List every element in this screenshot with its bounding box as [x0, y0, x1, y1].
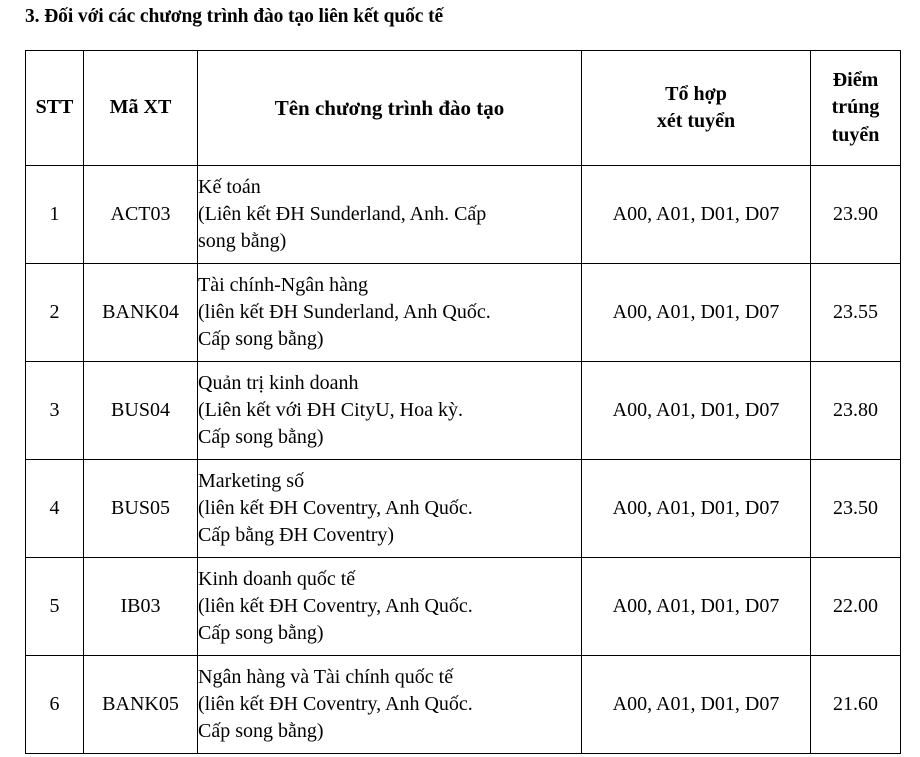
cell-stt: 3 [26, 362, 84, 460]
program-line-3: Cấp song bằng) [198, 328, 324, 351]
cell-benchmark-score: 22.00 [811, 558, 901, 656]
admission-table-container [25, 50, 900, 754]
program-line-3: Cấp song bằng) [198, 720, 324, 743]
column-header-program-name: Tên chương trình đào tạo [198, 51, 582, 166]
program-line-2: (Liên kết ĐH Sunderland, Anh. Cấp [198, 202, 487, 225]
benchmark-score-line-3: tuyển [831, 123, 880, 146]
program-line-2: (liên kết ĐH Coventry, Anh Quốc. [198, 496, 473, 519]
cell-ma-xt: BANK04 [84, 264, 198, 362]
subject-combination-line-1: Tổ hợp [665, 82, 727, 105]
cell-ma-xt: ACT03 [84, 166, 198, 264]
cell-ma-xt: IB03 [84, 558, 198, 656]
cell-ma-xt: BANK05 [84, 656, 198, 754]
table-row [26, 362, 901, 460]
cell-program-name [198, 558, 582, 656]
cell-benchmark-score: 23.90 [811, 166, 901, 264]
table-header-row [26, 51, 901, 166]
table-row [26, 656, 901, 754]
cell-stt: 1 [26, 166, 84, 264]
column-header-ma-xt: Mã XT [84, 51, 198, 166]
admission-score-table [25, 50, 901, 754]
cell-benchmark-score: 23.50 [811, 460, 901, 558]
cell-benchmark-score: 23.80 [811, 362, 901, 460]
table-body [26, 166, 901, 754]
benchmark-score-line-2: trúng [831, 96, 880, 119]
cell-benchmark-score: 21.60 [811, 656, 901, 754]
program-line-1: Quản trị kinh doanh [198, 371, 359, 394]
table-row [26, 166, 901, 264]
table-row [26, 460, 901, 558]
cell-program-name [198, 166, 582, 264]
benchmark-score-line-1: Điểm [832, 69, 879, 92]
column-header-stt: STT [26, 51, 84, 166]
cell-subject-combination: A00, A01, D01, D07 [582, 166, 811, 264]
column-header-subject-combination [582, 51, 811, 166]
cell-ma-xt: BUS05 [84, 460, 198, 558]
program-line-1: Tài chính-Ngân hàng [198, 273, 368, 296]
program-line-2: (liên kết ĐH Coventry, Anh Quốc. [198, 692, 473, 715]
program-line-1: Kinh doanh quốc tế [198, 567, 356, 590]
cell-program-name [198, 656, 582, 754]
program-line-1: Kế toán [198, 175, 261, 198]
program-line-1: Marketing số [198, 469, 305, 492]
program-line-2: (liên kết ĐH Coventry, Anh Quốc. [198, 594, 473, 617]
program-line-2: (liên kết ĐH Sunderland, Anh Quốc. [198, 300, 491, 323]
table-row [26, 558, 901, 656]
cell-program-name [198, 362, 582, 460]
cell-program-name [198, 460, 582, 558]
column-header-benchmark-score [811, 51, 901, 166]
cell-stt: 6 [26, 656, 84, 754]
cell-subject-combination: A00, A01, D01, D07 [582, 362, 811, 460]
table-row [26, 264, 901, 362]
table-header [26, 51, 901, 166]
program-line-1: Ngân hàng và Tài chính quốc tế [198, 665, 454, 688]
cell-stt: 2 [26, 264, 84, 362]
cell-subject-combination: A00, A01, D01, D07 [582, 656, 811, 754]
cell-ma-xt: BUS04 [84, 362, 198, 460]
section-heading: 3. Đối với các chương trình đào tạo liên kết quốc tế [25, 6, 444, 27]
program-line-3: Cấp bằng ĐH Coventry) [198, 524, 395, 547]
subject-combination-line-2: xét tuyển [656, 110, 736, 132]
cell-stt: 5 [26, 558, 84, 656]
cell-subject-combination: A00, A01, D01, D07 [582, 558, 811, 656]
program-line-3: Cấp song bằng) [198, 622, 324, 645]
cell-stt: 4 [26, 460, 84, 558]
cell-benchmark-score: 23.55 [811, 264, 901, 362]
cell-subject-combination: A00, A01, D01, D07 [582, 264, 811, 362]
program-line-3: Cấp song bằng) [198, 426, 324, 449]
program-line-3: song bằng) [198, 230, 287, 253]
cell-subject-combination: A00, A01, D01, D07 [582, 460, 811, 558]
program-line-2: (Liên kết với ĐH CityU, Hoa kỳ. [198, 398, 463, 421]
cell-program-name [198, 264, 582, 362]
